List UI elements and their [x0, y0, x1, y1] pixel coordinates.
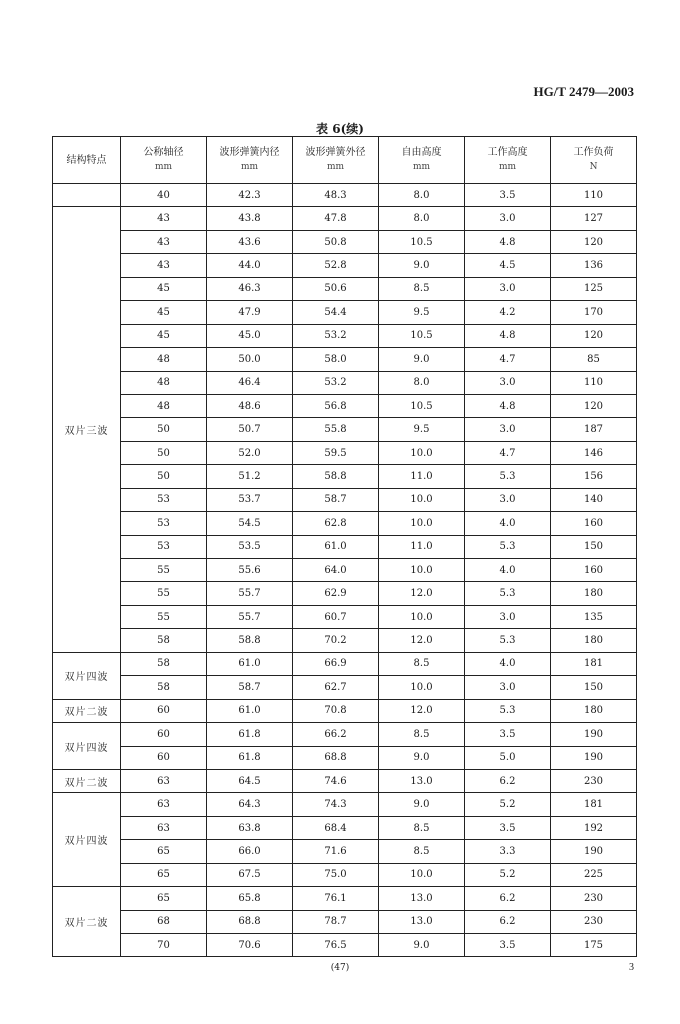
table-row — [53, 512, 637, 535]
cell-outer-diameter: 52.8 — [293, 254, 379, 277]
table-row — [53, 629, 637, 652]
cell-working-load: 192 — [551, 816, 637, 839]
cell-structure — [53, 184, 121, 207]
cell-working-load: 120 — [551, 324, 637, 347]
cell-working-height: 5.0 — [465, 746, 551, 769]
cell-working-load: 180 — [551, 582, 637, 605]
cell-shaft-diameter: 63 — [121, 769, 207, 792]
cell-outer-diameter: 68.4 — [293, 816, 379, 839]
cell-free-height: 8.5 — [379, 840, 465, 863]
cell-inner-diameter: 48.6 — [207, 394, 293, 417]
header-label: 波形弹簧内径 — [219, 147, 280, 158]
cell-free-height: 9.0 — [379, 793, 465, 816]
cell-working-load: 230 — [551, 769, 637, 792]
cell-outer-diameter: 76.5 — [293, 934, 379, 957]
header-label: 工作高度 — [487, 147, 528, 158]
cell-outer-diameter: 68.8 — [293, 746, 379, 769]
cell-working-height: 5.2 — [465, 793, 551, 816]
cell-working-height: 4.5 — [465, 254, 551, 277]
header-label: 自由高度 — [401, 147, 442, 158]
cell-shaft-diameter: 48 — [121, 394, 207, 417]
cell-inner-diameter: 47.9 — [207, 301, 293, 324]
table-row — [53, 254, 637, 277]
cell-working-load: 225 — [551, 863, 637, 886]
cell-free-height: 10.0 — [379, 605, 465, 628]
cell-shaft-diameter: 53 — [121, 488, 207, 511]
cell-working-height: 3.5 — [465, 723, 551, 746]
cell-working-height: 3.3 — [465, 840, 551, 863]
table-row — [53, 840, 637, 863]
cell-working-load: 127 — [551, 207, 637, 230]
cell-working-height: 4.8 — [465, 394, 551, 417]
cell-working-height: 3.0 — [465, 371, 551, 394]
cell-working-load: 125 — [551, 277, 637, 300]
cell-working-height: 5.3 — [465, 629, 551, 652]
table-row — [53, 676, 637, 699]
cell-structure: 双片二波 — [53, 699, 121, 722]
cell-outer-diameter: 61.0 — [293, 535, 379, 558]
cell-working-load: 190 — [551, 840, 637, 863]
cell-working-load: 156 — [551, 465, 637, 488]
cell-free-height: 10.5 — [379, 324, 465, 347]
cell-outer-diameter: 75.0 — [293, 863, 379, 886]
table-row — [53, 394, 637, 417]
cell-inner-diameter: 58.8 — [207, 629, 293, 652]
cell-outer-diameter: 62.8 — [293, 512, 379, 535]
cell-working-height: 4.8 — [465, 230, 551, 253]
header-free-height — [379, 137, 465, 184]
cell-working-load: 140 — [551, 488, 637, 511]
cell-working-load: 120 — [551, 394, 637, 417]
cell-free-height: 10.0 — [379, 863, 465, 886]
table-row — [53, 723, 637, 746]
cell-shaft-diameter: 63 — [121, 793, 207, 816]
cell-free-height: 9.0 — [379, 934, 465, 957]
table-row — [53, 535, 637, 558]
cell-working-load: 180 — [551, 699, 637, 722]
cell-outer-diameter: 50.8 — [293, 230, 379, 253]
cell-inner-diameter: 51.2 — [207, 465, 293, 488]
cell-working-height: 3.5 — [465, 934, 551, 957]
cell-free-height: 8.5 — [379, 816, 465, 839]
standard-code: HG/T 2479—2003 — [533, 84, 634, 99]
cell-outer-diameter: 62.7 — [293, 676, 379, 699]
cell-working-height: 6.2 — [465, 887, 551, 910]
cell-outer-diameter: 76.1 — [293, 887, 379, 910]
cell-outer-diameter: 70.8 — [293, 699, 379, 722]
cell-outer-diameter: 56.8 — [293, 394, 379, 417]
cell-shaft-diameter: 45 — [121, 301, 207, 324]
cell-free-height: 13.0 — [379, 910, 465, 933]
table-row — [53, 559, 637, 582]
cell-outer-diameter: 78.7 — [293, 910, 379, 933]
cell-outer-diameter: 48.3 — [293, 184, 379, 207]
cell-inner-diameter: 65.8 — [207, 887, 293, 910]
table-row — [53, 371, 637, 394]
cell-free-height: 8.5 — [379, 723, 465, 746]
cell-working-load: 150 — [551, 535, 637, 558]
cell-working-load: 230 — [551, 887, 637, 910]
cell-outer-diameter: 71.6 — [293, 840, 379, 863]
cell-outer-diameter: 53.2 — [293, 324, 379, 347]
cell-working-load: 110 — [551, 184, 637, 207]
cell-inner-diameter: 55.6 — [207, 559, 293, 582]
cell-free-height: 10.0 — [379, 559, 465, 582]
cell-outer-diameter: 64.0 — [293, 559, 379, 582]
cell-working-load: 190 — [551, 723, 637, 746]
cell-outer-diameter: 53.2 — [293, 371, 379, 394]
header-unit: mm — [498, 162, 517, 172]
cell-shaft-diameter: 70 — [121, 934, 207, 957]
cell-inner-diameter: 64.5 — [207, 769, 293, 792]
cell-free-height: 12.0 — [379, 582, 465, 605]
table-row — [53, 301, 637, 324]
cell-free-height: 11.0 — [379, 465, 465, 488]
table-row — [53, 887, 637, 910]
table-row — [53, 746, 637, 769]
cell-inner-diameter: 44.0 — [207, 254, 293, 277]
cell-working-height: 3.0 — [465, 676, 551, 699]
cell-working-height: 3.5 — [465, 816, 551, 839]
cell-free-height: 9.5 — [379, 418, 465, 441]
cell-working-height: 4.7 — [465, 348, 551, 371]
header-label: 公称轴径 — [143, 147, 184, 158]
cell-free-height: 13.0 — [379, 769, 465, 792]
cell-shaft-diameter: 50 — [121, 418, 207, 441]
cell-free-height: 10.0 — [379, 676, 465, 699]
cell-working-height: 6.2 — [465, 769, 551, 792]
cell-inner-diameter: 52.0 — [207, 441, 293, 464]
header-label: 波形弹簧外径 — [305, 147, 366, 158]
table-row — [53, 184, 637, 207]
cell-shaft-diameter: 43 — [121, 230, 207, 253]
cell-inner-diameter: 70.6 — [207, 934, 293, 957]
cell-working-load: 181 — [551, 793, 637, 816]
cell-working-height: 6.2 — [465, 910, 551, 933]
cell-inner-diameter: 66.0 — [207, 840, 293, 863]
page-footer-code: (47) — [330, 963, 350, 973]
cell-working-height: 4.0 — [465, 652, 551, 675]
cell-free-height: 13.0 — [379, 887, 465, 910]
cell-inner-diameter: 63.8 — [207, 816, 293, 839]
cell-free-height: 10.0 — [379, 441, 465, 464]
table-row — [53, 605, 637, 628]
cell-working-load: 85 — [551, 348, 637, 371]
cell-working-height: 4.0 — [465, 512, 551, 535]
header-unit: mm — [412, 162, 431, 172]
cell-free-height: 12.0 — [379, 699, 465, 722]
cell-shaft-diameter: 45 — [121, 324, 207, 347]
cell-shaft-diameter: 65 — [121, 840, 207, 863]
cell-shaft-diameter: 60 — [121, 723, 207, 746]
cell-inner-diameter: 50.0 — [207, 348, 293, 371]
cell-working-height: 5.3 — [465, 699, 551, 722]
cell-working-height: 3.5 — [465, 184, 551, 207]
cell-inner-diameter: 68.8 — [207, 910, 293, 933]
cell-working-load: 230 — [551, 910, 637, 933]
cell-shaft-diameter: 45 — [121, 277, 207, 300]
table-row — [53, 816, 637, 839]
cell-free-height: 8.5 — [379, 652, 465, 675]
cell-working-height: 3.0 — [465, 605, 551, 628]
cell-shaft-diameter: 58 — [121, 629, 207, 652]
cell-shaft-diameter: 65 — [121, 863, 207, 886]
cell-working-load: 190 — [551, 746, 637, 769]
header-unit: mm — [240, 162, 259, 172]
cell-free-height: 10.0 — [379, 512, 465, 535]
cell-inner-diameter: 43.6 — [207, 230, 293, 253]
cell-inner-diameter: 45.0 — [207, 324, 293, 347]
cell-free-height: 9.0 — [379, 254, 465, 277]
cell-inner-diameter: 61.8 — [207, 746, 293, 769]
table-row — [53, 769, 637, 792]
table-row — [53, 699, 637, 722]
spec-table — [52, 136, 637, 957]
cell-working-load: 120 — [551, 230, 637, 253]
cell-shaft-diameter: 65 — [121, 887, 207, 910]
header-unit: mm — [326, 162, 345, 172]
cell-shaft-diameter: 63 — [121, 816, 207, 839]
header-label: 工作负荷 — [573, 147, 614, 158]
table-row — [53, 582, 637, 605]
cell-free-height: 12.0 — [379, 629, 465, 652]
header-structure — [53, 137, 121, 184]
cell-outer-diameter: 70.2 — [293, 629, 379, 652]
cell-structure: 双片二波 — [53, 769, 121, 792]
cell-shaft-diameter: 50 — [121, 441, 207, 464]
cell-shaft-diameter: 43 — [121, 254, 207, 277]
cell-working-load: 135 — [551, 605, 637, 628]
cell-outer-diameter: 62.9 — [293, 582, 379, 605]
header-row — [53, 137, 637, 184]
header-inner-diameter — [207, 137, 293, 184]
cell-shaft-diameter: 68 — [121, 910, 207, 933]
cell-shaft-diameter: 43 — [121, 207, 207, 230]
table-row — [53, 441, 637, 464]
cell-working-height: 3.0 — [465, 418, 551, 441]
cell-outer-diameter: 74.6 — [293, 769, 379, 792]
cell-shaft-diameter: 60 — [121, 699, 207, 722]
cell-shaft-diameter: 48 — [121, 348, 207, 371]
cell-working-height: 4.7 — [465, 441, 551, 464]
cell-working-height: 5.3 — [465, 582, 551, 605]
header-label: 结构特点 — [66, 154, 107, 166]
cell-shaft-diameter: 50 — [121, 465, 207, 488]
cell-outer-diameter: 74.3 — [293, 793, 379, 816]
cell-working-height: 4.2 — [465, 301, 551, 324]
cell-inner-diameter: 58.7 — [207, 676, 293, 699]
cell-outer-diameter: 60.7 — [293, 605, 379, 628]
cell-shaft-diameter: 58 — [121, 652, 207, 675]
cell-free-height: 9.5 — [379, 301, 465, 324]
cell-inner-diameter: 61.8 — [207, 723, 293, 746]
cell-outer-diameter: 58.7 — [293, 488, 379, 511]
header-shaft-diameter — [121, 137, 207, 184]
cell-working-load: 180 — [551, 629, 637, 652]
page-number: 3 — [629, 962, 634, 973]
cell-outer-diameter: 59.5 — [293, 441, 379, 464]
cell-working-load: 136 — [551, 254, 637, 277]
cell-working-height: 5.2 — [465, 863, 551, 886]
cell-free-height: 8.0 — [379, 207, 465, 230]
table-row — [53, 910, 637, 933]
table-row — [53, 418, 637, 441]
cell-working-load: 181 — [551, 652, 637, 675]
cell-inner-diameter: 50.7 — [207, 418, 293, 441]
table-row — [53, 488, 637, 511]
cell-inner-diameter: 55.7 — [207, 605, 293, 628]
cell-outer-diameter: 47.8 — [293, 207, 379, 230]
cell-inner-diameter: 42.3 — [207, 184, 293, 207]
cell-structure: 双片四波 — [53, 793, 121, 887]
cell-inner-diameter: 55.7 — [207, 582, 293, 605]
header-working-load — [551, 137, 637, 184]
cell-outer-diameter: 58.8 — [293, 465, 379, 488]
cell-working-height: 3.0 — [465, 277, 551, 300]
cell-outer-diameter: 66.9 — [293, 652, 379, 675]
cell-working-load: 110 — [551, 371, 637, 394]
table-row — [53, 863, 637, 886]
cell-free-height: 10.0 — [379, 488, 465, 511]
cell-inner-diameter: 43.8 — [207, 207, 293, 230]
cell-free-height: 10.5 — [379, 394, 465, 417]
cell-free-height: 11.0 — [379, 535, 465, 558]
cell-structure: 双片四波 — [53, 652, 121, 699]
cell-inner-diameter: 61.0 — [207, 652, 293, 675]
cell-inner-diameter: 54.5 — [207, 512, 293, 535]
table-row — [53, 652, 637, 675]
table-row — [53, 793, 637, 816]
cell-inner-diameter: 67.5 — [207, 863, 293, 886]
cell-shaft-diameter: 60 — [121, 746, 207, 769]
cell-shaft-diameter: 58 — [121, 676, 207, 699]
table-title: 表 6(续) — [316, 122, 364, 136]
cell-inner-diameter: 46.4 — [207, 371, 293, 394]
cell-shaft-diameter: 55 — [121, 559, 207, 582]
cell-outer-diameter: 54.4 — [293, 301, 379, 324]
cell-working-height: 3.0 — [465, 207, 551, 230]
cell-working-load: 160 — [551, 559, 637, 582]
cell-free-height: 8.5 — [379, 277, 465, 300]
table-header — [53, 137, 637, 184]
cell-working-load: 187 — [551, 418, 637, 441]
header-working-height — [465, 137, 551, 184]
cell-outer-diameter: 55.8 — [293, 418, 379, 441]
cell-working-height: 5.3 — [465, 535, 551, 558]
cell-free-height: 9.0 — [379, 348, 465, 371]
table-body — [53, 184, 637, 957]
cell-working-load: 160 — [551, 512, 637, 535]
cell-outer-diameter: 66.2 — [293, 723, 379, 746]
cell-working-load: 150 — [551, 676, 637, 699]
cell-free-height: 10.5 — [379, 230, 465, 253]
cell-shaft-diameter: 55 — [121, 582, 207, 605]
cell-shaft-diameter: 53 — [121, 535, 207, 558]
cell-structure: 双片二波 — [53, 887, 121, 957]
cell-outer-diameter: 50.6 — [293, 277, 379, 300]
table-row — [53, 348, 637, 371]
cell-shaft-diameter: 40 — [121, 184, 207, 207]
cell-structure: 双片三波 — [53, 207, 121, 652]
cell-free-height: 8.0 — [379, 371, 465, 394]
cell-working-height: 4.0 — [465, 559, 551, 582]
cell-shaft-diameter: 48 — [121, 371, 207, 394]
cell-inner-diameter: 53.5 — [207, 535, 293, 558]
cell-inner-diameter: 53.7 — [207, 488, 293, 511]
cell-shaft-diameter: 55 — [121, 605, 207, 628]
header-unit: N — [589, 162, 598, 172]
table-row — [53, 277, 637, 300]
header-unit: mm — [154, 162, 173, 172]
cell-shaft-diameter: 53 — [121, 512, 207, 535]
cell-working-height: 4.8 — [465, 324, 551, 347]
cell-working-load: 170 — [551, 301, 637, 324]
header-outer-diameter — [293, 137, 379, 184]
table-row — [53, 230, 637, 253]
cell-free-height: 9.0 — [379, 746, 465, 769]
cell-working-height: 3.0 — [465, 488, 551, 511]
table-row — [53, 465, 637, 488]
cell-working-load: 175 — [551, 934, 637, 957]
cell-inner-diameter: 46.3 — [207, 277, 293, 300]
cell-working-height: 5.3 — [465, 465, 551, 488]
cell-free-height: 8.0 — [379, 184, 465, 207]
cell-structure: 双片四波 — [53, 723, 121, 770]
cell-inner-diameter: 64.3 — [207, 793, 293, 816]
table-row — [53, 934, 637, 957]
table-row — [53, 324, 637, 347]
cell-outer-diameter: 58.0 — [293, 348, 379, 371]
cell-inner-diameter: 61.0 — [207, 699, 293, 722]
cell-working-load: 146 — [551, 441, 637, 464]
table-row — [53, 207, 637, 230]
